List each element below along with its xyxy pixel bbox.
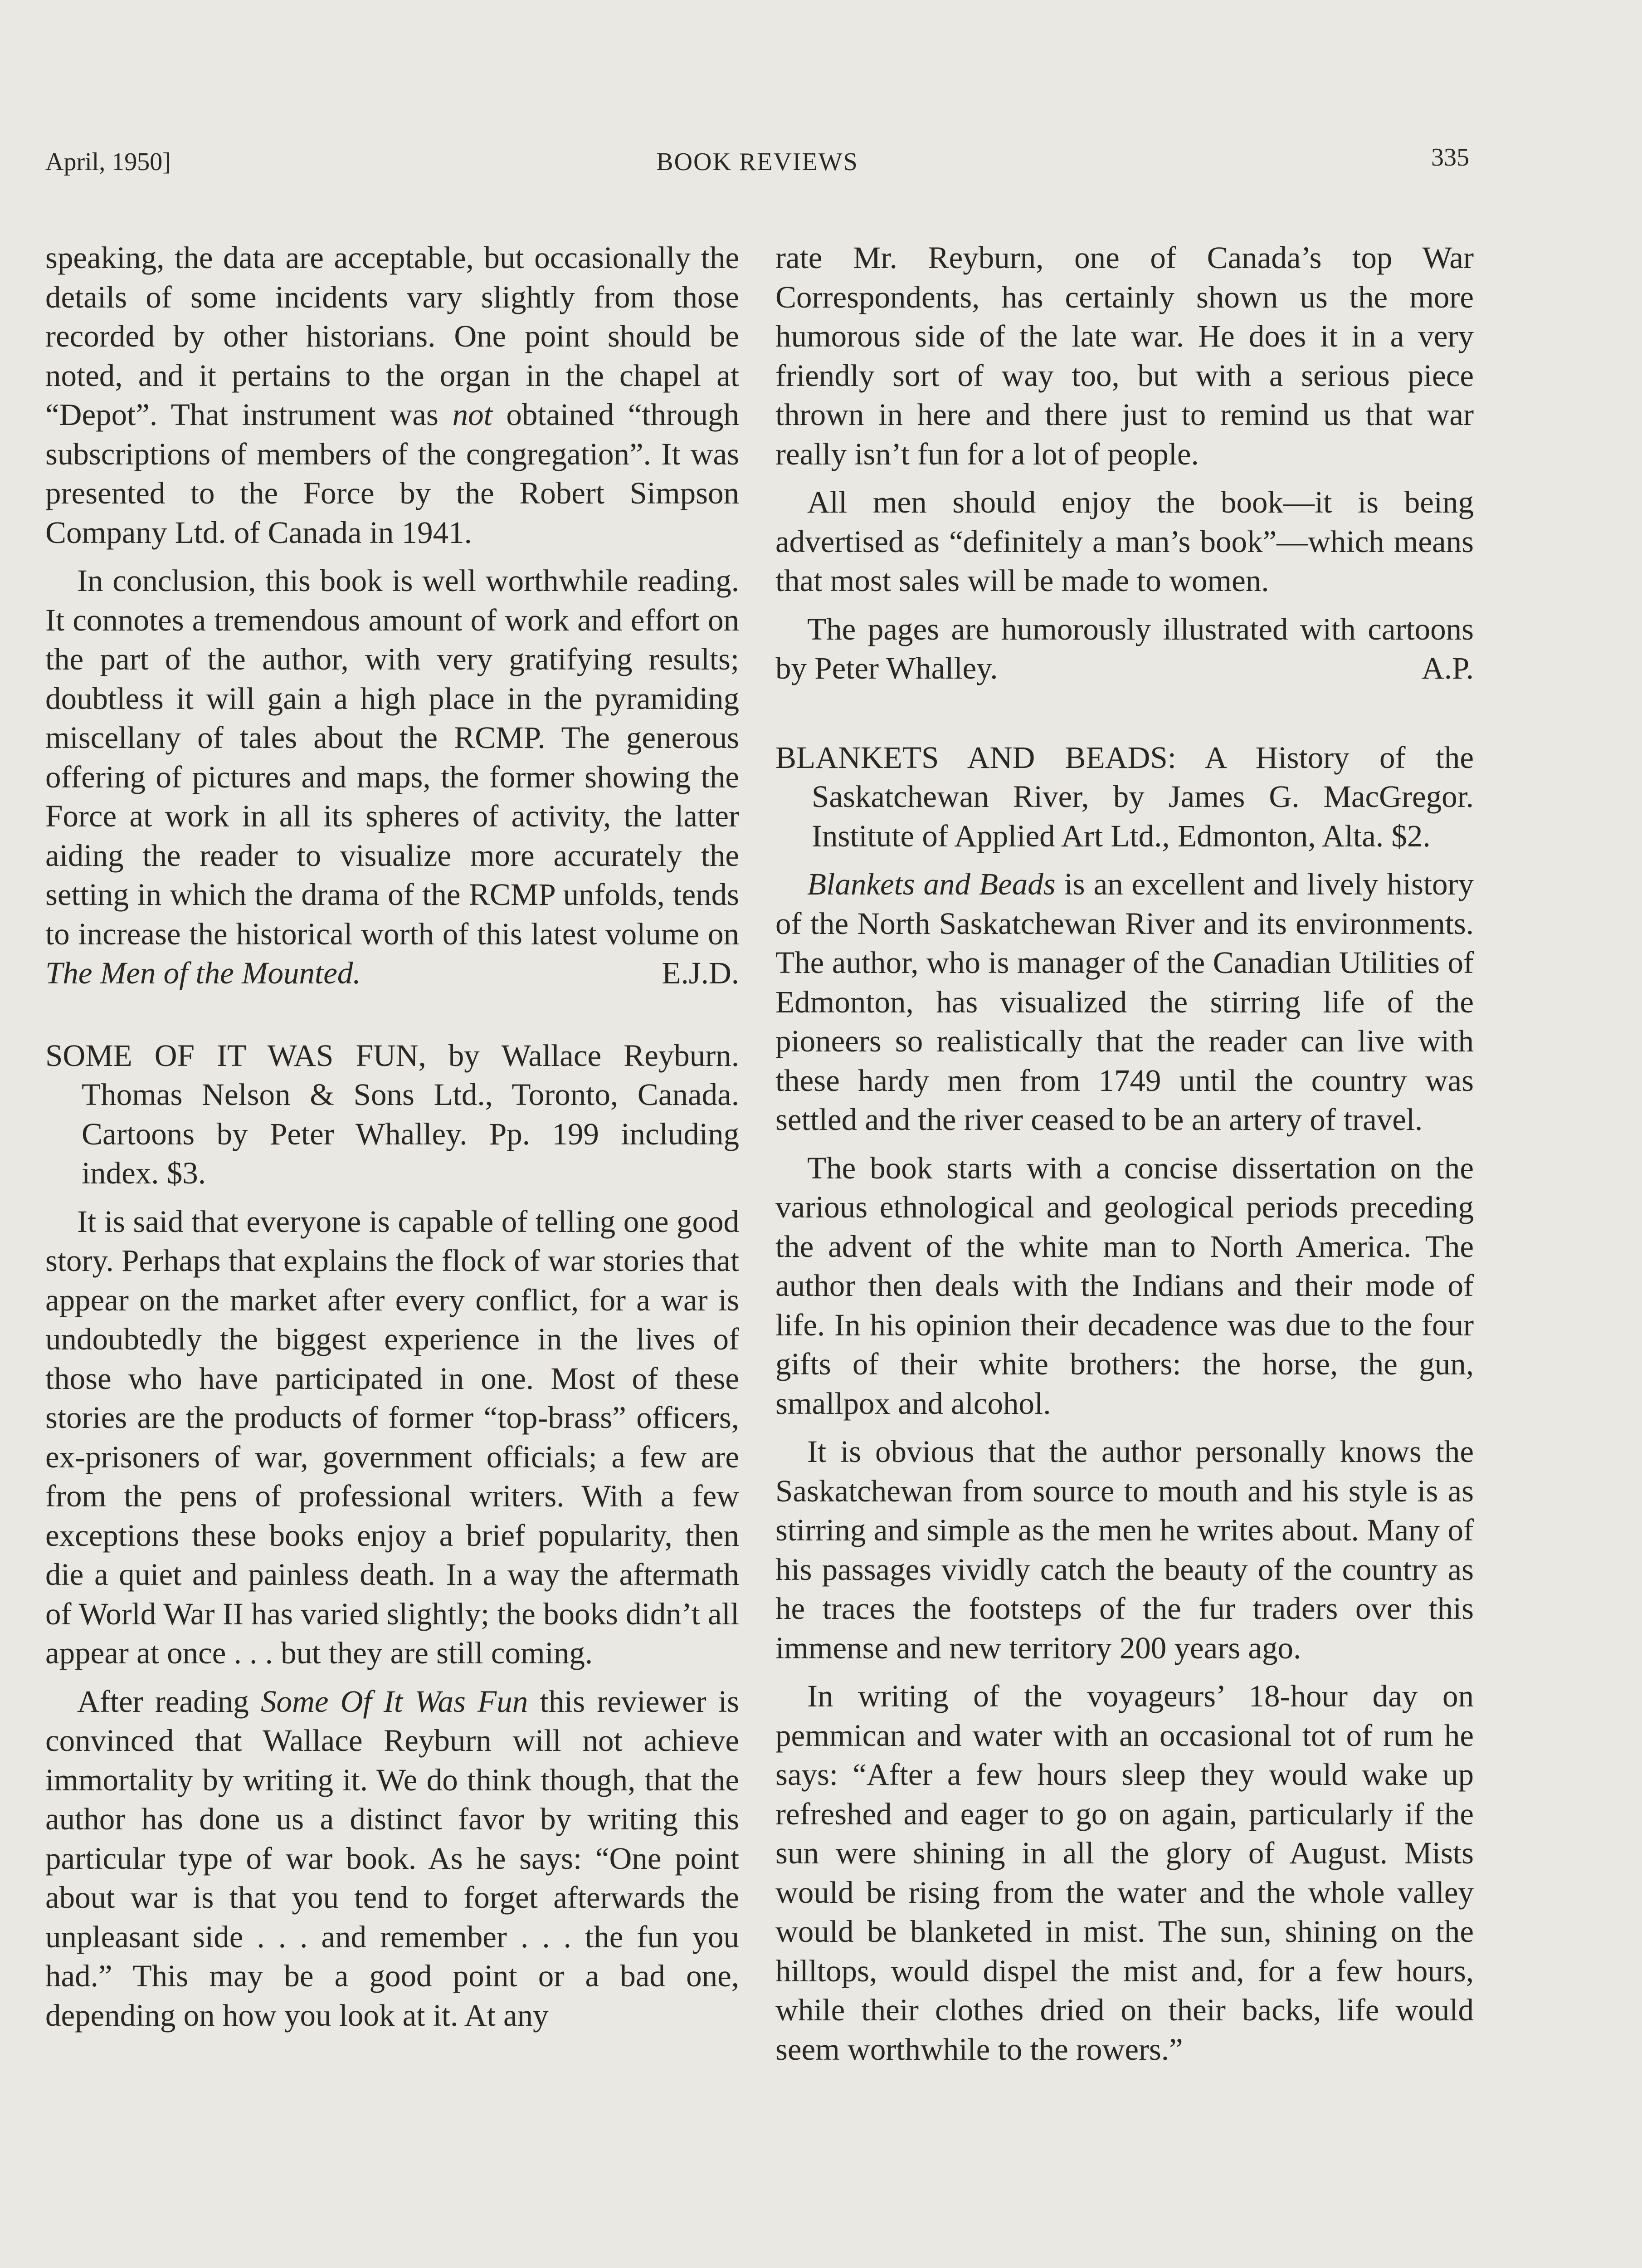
paragraph: It is obvious that the author personally knows the Saskatchewan from source to mouth and his style is as stirring and simple as the men he writes about. Many of his passages vividly catch the beauty of the country as he traces the footsteps of the fur traders over this immense and new territory 200 years ago. <box>775 1434 1474 1665</box>
paragraph: speaking, the data are acceptable, but occasionally the details of some incidents vary slightly from those recorded by other historians. One point should be noted, and it pertains to the organ in the chapel at “Depot”. That instrument was not obtained “through subscriptions of members of the congregation”. It was presented to the Force by the Robert Simpson Company Ltd. of Canada in 1941. <box>45 240 739 550</box>
paragraph: The book starts with a concise dissertation on the various ethnological and geological periods preceding the advent of the white man to North America. The author then deals with the Indians and their mode of life. In his opinion their decadence was due to the four gifts of their white brothers: the horse, the gun, smallpox and alcohol. <box>775 1150 1474 1421</box>
paragraph: It is said that everyone is capable of telling one good story. Perhaps that explains the flock of war stories that appear on the market after every conflict, for a war is undoubtedly the biggest experience in the lives of those who have participated in one. Most of these stories are the products of former “top-brass” officers, ex-prisoners of war, government officials; a few are from the pens of professional writers. With a few exceptions these books enjoy a brief popularity, then die a quiet and painless death. In a way the aftermath of World War II has varied slightly; the books didn’t all appear at once . . . but they are still coming. <box>45 1204 739 1670</box>
paragraph: Blankets and Beads is an excellent and lively history of the North Saskatchewan River and its environments. The author, who is manager of the Canadian Utilities of Edmonton, has visualized the stirring life of the pioneers so realistically that the reader can live with these hardy men from 1749 until the country was settled and the river ceased to be an artery of travel. <box>775 867 1474 1137</box>
paragraph: rate Mr. Reyburn, one of Canada’s top War Correspondents, has certainly shown us the more humorous side of the late war. He does it in a very friendly sort of way too, but with a serious piece thrown in here and there just to remind us that war really isn’t fun for a lot of people. <box>775 240 1474 471</box>
paragraph: The pages are humorously illustrated with cartoons by Peter Whalley. A.P. <box>775 610 1474 688</box>
reviewer-initials: E.J.D. <box>662 956 739 990</box>
paragraph: After reading Some Of It Was Fun this reviewer is convinced that Wallace Reyburn will not achieve immortality by writing it. We do think though, that the author has done us a distinct favor by writing this particular type of war book. As he says: “One point about war is that you tend to forget afterwards the unpleasant side . . . and remember . . . the fun you had.” This may be a good point or a bad one, depending on how you look at it. At any <box>45 1684 740 2033</box>
right-column <box>775 238 1474 2078</box>
paragraph: In conclusion, this book is well worthwhile reading. It connotes a tremendous amount of work and effort on the part of the author, with very gratifying results; doubtless it will gain a high place in the pyramiding miscellany of tales about the RCMP. The generous offering of pictures and maps, the former showing the Force at work in all its spheres of activity, the latter aiding the reader to visualize more accurately the setting in which the drama of the RCMP unfolds, tends to increase the historical worth of this latest volume on The Men of the Mounted. E.J.D. <box>45 561 739 993</box>
left-column <box>45 238 739 2044</box>
reviewer-initials: A.P. <box>1421 651 1474 685</box>
paragraph: All men should enjoy the book—it is being advertised as “definitely a man’s book”—which means that most sales will be made to women. <box>775 485 1474 598</box>
issue-date: April, 1950] <box>45 148 171 176</box>
review-heading: SOME OF IT WAS FUN, by Wallace Reyburn. Thomas Nelson & Sons Ltd., Toronto, Canada. Cartoons by Peter Whalley. Pp. 199 including index. $3. <box>45 1038 739 1190</box>
running-header <box>45 143 1469 184</box>
page-number: 335 <box>1431 143 1469 171</box>
paragraph: In writing of the voyageurs’ 18-hour day on pemmican and water with an occasional tot of rum he says: “After a few hours sleep they would wake up refreshed and eager to go on again, particularly if the sun were shining in all the glory of August. Mists would be rising from the water and the whole valley would be blanketed in mist. The sun, shining on the hilltops, would dispel the mist and, for a few hours, while their clothes dried on their backs, life would seem worthwhile to the rowers.” <box>775 1679 1474 2067</box>
review-heading: BLANKETS AND BEADS: A History of the Saskatchewan River, by James G. MacGregor. Institute of Applied Art Ltd., Edmonton, Alta. $2. <box>775 740 1474 853</box>
section-title: BOOK REVIEWS <box>656 148 858 176</box>
